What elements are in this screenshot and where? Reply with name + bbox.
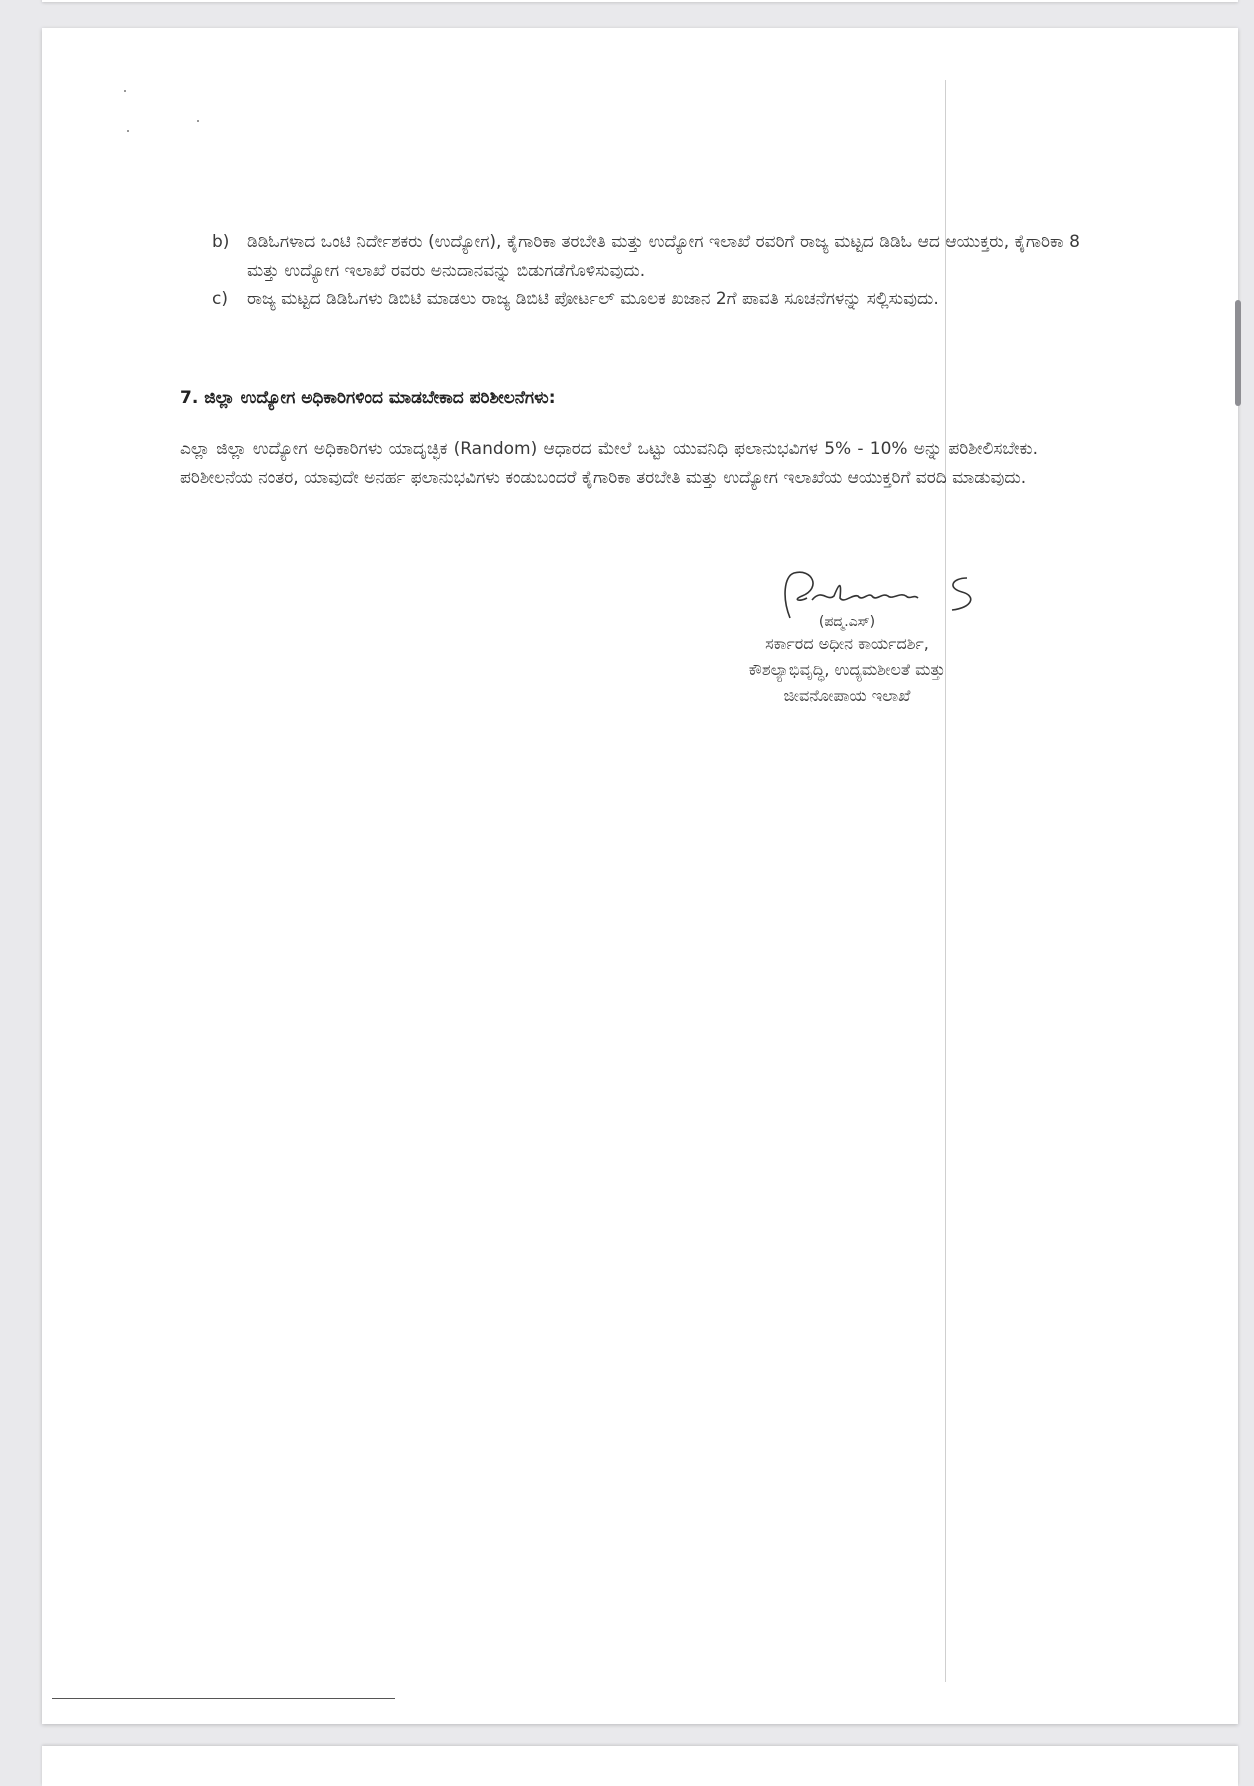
list-item — [212, 228, 1080, 285]
previous-page — [42, 0, 1238, 2]
signature-block — [682, 613, 1012, 709]
scan-fold-line — [945, 80, 946, 1682]
scan-speck — [124, 90, 126, 92]
signatory-name: (ಪದ್ಮ.ಎಸ್) — [818, 614, 876, 630]
vertical-scrollbar[interactable] — [1235, 300, 1241, 406]
scan-speck — [197, 120, 199, 122]
list-text: ಡಿಡಿಓಗಳಾದ ಒಂಟಿ ನಿರ್ದೇಶಕರು (ಉದ್ಯೋಗ), ಕೈಗಾರಿಕಾ ತರಬೇತಿ ಮತ್ತು ಉದ್ಯೋಗ ಇಲಾಖೆ ರವರಿಗೆ ರಾಜ್ಯ ಮಟ್ಟದ ಡಿಡಿಓ ಆದ ಆಯುಕ್ತರು, ಕೈಗಾರಿಕಾ 8 ಮತ್ತು ಉದ್ಯೋಗ ಇಲಾಖೆ ರವರು ಅನುದಾನವನ್ನು ಬಿಡುಗಡೆಗೊಳಿಸುವುದು. — [247, 232, 1080, 281]
signatory-designation: ಸರ್ಕಾರದ ಅಧೀನ ಕಾರ್ಯದರ್ಶಿ, — [765, 634, 929, 653]
footer-rule — [52, 1698, 395, 1699]
list-item — [212, 285, 1080, 314]
section-heading: 7. ಜಿಲ್ಲಾ ಉದ್ಯೋಗ ಅಧಿಕಾರಿಗಳಿಂದ ಮಾಡಬೇಕಾದ ಪರಿಶೀಲನೆಗಳು: — [180, 388, 556, 408]
list-marker: b) — [212, 232, 230, 252]
next-page — [42, 1746, 1238, 1786]
instruction-list — [212, 228, 1080, 314]
section-paragraph: ಎಲ್ಲಾ ಜಿಲ್ಲಾ ಉದ್ಯೋಗ ಅಧಿಕಾರಿಗಳು ಯಾದೃಚ್ಛಿಕ (Random) ಆಧಾರದ ಮೇಲೆ ಒಟ್ಟು ಯುವನಿಧಿ ಫಲಾನುಭವಿಗಳ 5% - 10% ಅನ್ನು ಪರಿಶೀಲಿಸಬೇಕು. ಪರಿಶೀಲನೆಯ ನಂತರ, ಯಾವುದೇ ಅನರ್ಹ ಫಲಾನುಭವಿಗಳು ಕಂಡುಬಂದರೆ ಕೈಗಾರಿಕಾ ತರಬೇತಿ ಮತ್ತು ಉದ್ಯೋಗ ಇಲಾಖೆಯ ಆಯುಕ್ತರಿಗೆ ವರದಿ ಮಾಡುವುದು. — [180, 439, 1038, 488]
list-text: ರಾಜ್ಯ ಮಟ್ಟದ ಡಿಡಿಓಗಳು ಡಿಬಿಟಿ ಮಾಡಲು ರಾಜ್ಯ ಡಿಬಿಟಿ ಪೋರ್ಟಲ್ ಮೂಲಕ ಖಜಾನ 2ಗೆ ಪಾವತಿ ಸೂಚನೆಗಳನ್ನು ಸಲ್ಲಿಸುವುದು. — [247, 289, 939, 309]
signatory-department: ಕೌಶಲ್ಯಾಭಿವೃದ್ಧಿ, ಉದ್ಯಮಶೀಲತೆ ಮತ್ತು — [748, 660, 946, 679]
signatory-department: ಜೀವನೋಪಾಯ ಇಲಾಖೆ — [783, 686, 911, 705]
scan-speck — [127, 130, 129, 132]
list-marker: c) — [212, 289, 228, 309]
document-page — [42, 28, 1238, 1724]
